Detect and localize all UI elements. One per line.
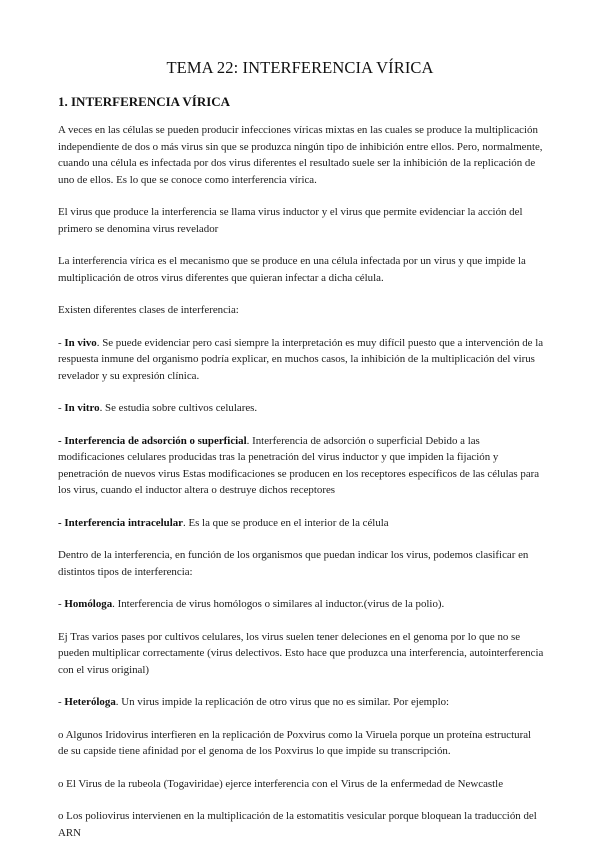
document-body — [58, 122, 544, 841]
document-title: TEMA 22: INTERFERENCIA VÍRICA — [166, 58, 434, 77]
term-in-vitro: In vitro — [64, 402, 100, 414]
dash-prefix: - — [58, 696, 65, 708]
paragraph-clasificacion: Dentro de la interferencia, en función de los organismos que puedan indicar los virus, podemos clasificar en distintos tipos de interferencia: — [58, 549, 529, 578]
in-vivo-text: . Se puede evidenciar pero casi siempre la interpretación es muy difícil puesto que a intervención de la respuesta inmune del organismo podría explicar, en muchos casos, la inhibición de la multiplicación del virus revelador y su expresión clínica. — [58, 336, 544, 382]
paragraph-inductor: El virus que produce la interferencia se llama virus inductor y el virus que permite evidenciar la acción del primero se denomina virus revelador — [58, 206, 523, 235]
section-heading: 1. INTERFERENCIA VÍRICA — [58, 94, 231, 109]
dash-prefix: - — [58, 598, 65, 610]
term-heterologa: Heteróloga — [64, 696, 116, 708]
homologa-text: . Interferencia de virus homólogos o similares al inductor.(virus de la polio). — [112, 598, 445, 610]
list-item-iridovirus: o Algunos Iridovirus interfieren en la replicación de Poxvirus como la Viruela porque un proteína estructural de su capside tiene afinidad por el genoma de los Poxvirus lo que impide su transcripción. — [58, 728, 532, 757]
term-homologa: Homóloga — [64, 598, 113, 610]
paragraph-ejemplo: Ej Tras varios pases por cultivos celulares, los virus suelen tener deleciones en el genoma por lo que no se pueden multiplicar correctamente (virus delectivos. Esto hace que produzca una interferencia, autointerferencia con el virus original) — [58, 630, 544, 676]
paragraph-heterologa — [58, 694, 544, 711]
intracelular-text: . Es la que se produce en el interior de la célula — [183, 516, 389, 529]
heterologa-text: . Un virus impide la replicación de otro virus que no es similar. Por ejemplo: — [115, 696, 450, 708]
paragraph-intracelular — [58, 515, 544, 532]
term-in-vivo: In vivo — [64, 336, 97, 349]
paragraph-mechanism: La interferencia vírica es el mecanismo que se produce en una célula infectada por un virus y que impide la multiplicación de otros virus diferentes que quieran infectar a dicha célula. — [58, 255, 526, 284]
paragraph-homologa — [58, 596, 544, 613]
paragraph-in-vivo — [58, 335, 544, 385]
dash-prefix: - — [58, 336, 65, 349]
term-intracelular: - Interferencia intracelular — [58, 516, 183, 529]
list-item-poliovirus: o Los poliovirus intervienen en la multiplicación de la estomatitis vesicular porque bloquean la traducción del ARN — [58, 810, 537, 839]
paragraph-adsorcion — [58, 433, 544, 499]
paragraph-classes: Existen diferentes clases de interferencia: — [58, 304, 239, 316]
paragraph-in-vitro — [58, 400, 544, 417]
adsorcion-text: . Interferencia de adsorción o superficial Debido a las modificaciones celulares producidas tras la penetración del virus inductor y que impiden la fijación y penetración de nuevos virus Estas modificaciones se producen en los receptores específicos de las células para los virus, cuando el inductor altera o destruye dichos receptores — [58, 434, 540, 496]
dash-prefix: - — [58, 402, 65, 414]
paragraph-intro: A veces en las células se pueden producir infecciones víricas mixtas en las cuales se produce la multiplicación independiente de dos o más virus sin que se produzca ningún tipo de inhibición entre ellos. Pero, normalmente, cuando una célula es infectada por dos virus diferentes el resultado suele ser la inhibición de la replicación de uno de ellos. Es lo que se conoce como interferencia vírica. — [58, 124, 543, 186]
in-vitro-text: . Se estudia sobre cultivos celulares. — [99, 402, 258, 414]
term-adsorcion: - Interferencia de adsorción o superficial — [58, 434, 247, 447]
list-item-rubeola: o El Virus de la rubeola (Togaviridae) ejerce interferencia con el Virus de la enfermedad de Newcastle — [58, 777, 504, 790]
